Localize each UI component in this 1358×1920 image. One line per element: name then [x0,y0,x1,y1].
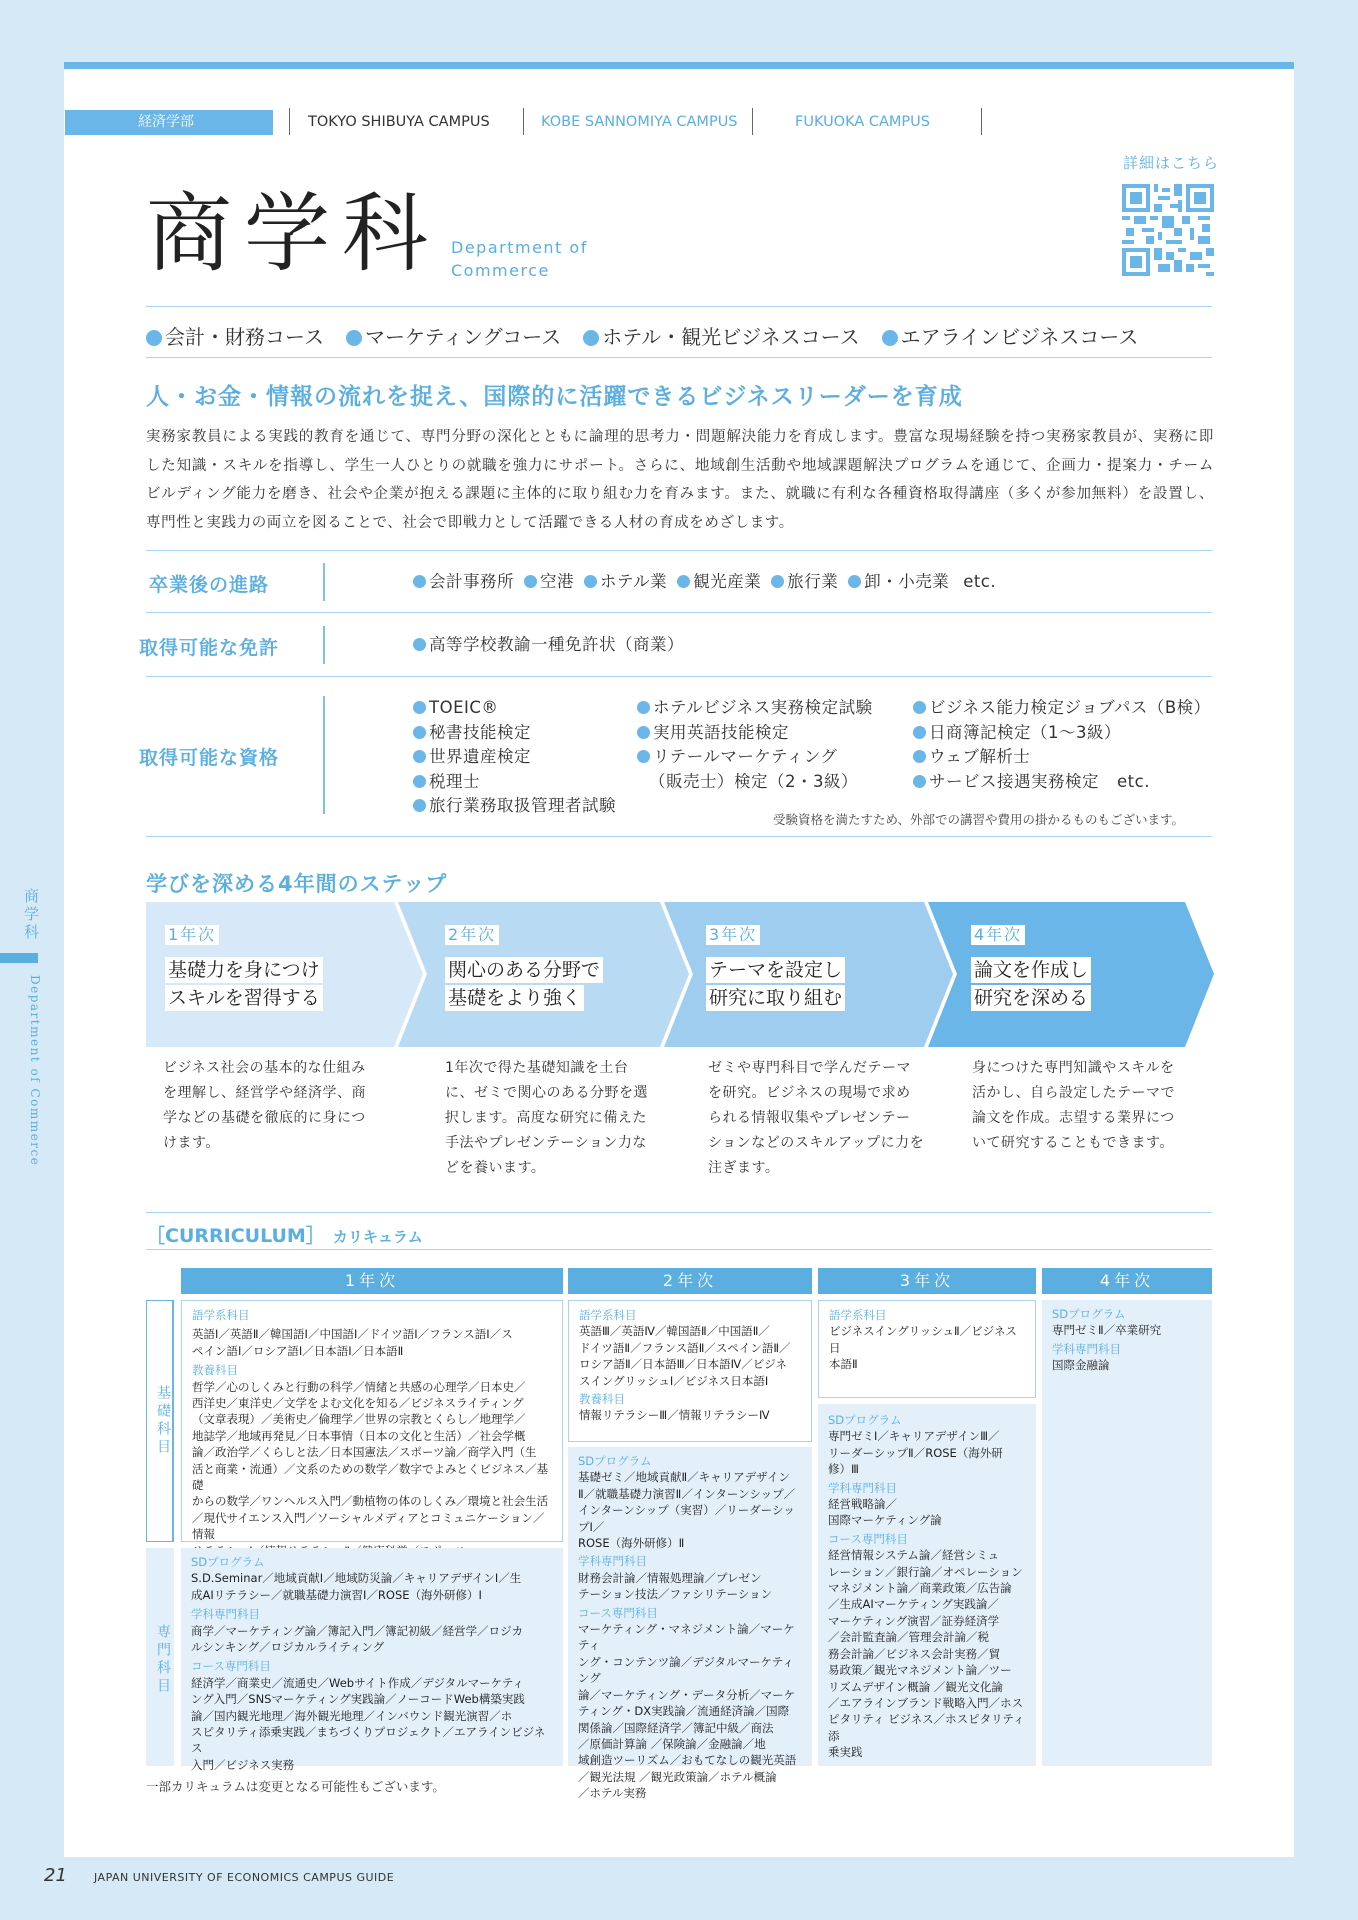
careers-label: 卒業後の進路 [148,574,269,596]
detail-link[interactable]: 詳細はこちら [1123,154,1220,172]
licenses-label: 取得可能な免許 [138,637,279,659]
step-2-desc: 1年次で得た基礎知識を土台 に、ゼミで関心のある分野を選 択します。高度な研究に備えた 手法やプレゼンテーション力な どを養います。 [445,1060,648,1176]
row-label-spec-text: 専門科目 [155,1624,171,1696]
campus-fukuoka[interactable]: FUKUOKA CAMPUS [795,114,930,130]
y3-spec-cell: SDプログラム 専門ゼミⅠ／キャリアデザインⅢ／ リーダーシップⅡ／ROSE（海外研 修）Ⅲ 学科専門科目 経営戦略論／ 国際マーケティング論 コース専門科目 経営情報システム論／経営シミュ レーション／銀行論／オペレーション マネジメント論／商業政策／広告論 ／生成AIマーケティング実践論／ マーケティング演習／証券経済学 ／会計監査論／管理会計論／税 務会計論／ビジネス会計実務／貿 易政策／観光マネジメント論／ツー リズムデザイン概論 ／観光文化論 ／エアラインブランド戦略入門／ホス ピタリティ ビジネス／ホスピタリティ添 乗実践 [818,1404,1036,1766]
dept-tag: 経済学部 [65,110,273,135]
y2-spec-cell: SDプログラム 基礎ゼミ／地域貢献Ⅱ／キャリアデザイン Ⅱ／就職基礎力演習Ⅱ／インターンシップ／ インターンシップ（実習）／リーダーシップⅠ／ ROSE（海外研修）Ⅱ 学科専門科目 財務会計論／情報処理論／プレゼン テーション技法／ファシリテーション コース専門科目 マーケティング・マネジメント論／マーケティ ング・コンテンツ論／デジタルマーケティング 論／マーケティング・データ分析／マーケ ティング・DX実践論／流通経済論／国際 関係論／国際経済学／簿記中級／商法 ／原価計算論 ／保険論／金融論／地 域創造ツーリズム／おもてなしの観光英語 ／観光法規 ／観光政策論／ホテル概論 ／ホテル実務 [568,1447,812,1766]
y3-basic-cell: 語学系科目 ビジネスイングリッシュⅡ／ビジネス日 本語Ⅱ [818,1300,1036,1398]
page-title: 商学科 [146,184,440,284]
curriculum-note: 一部カリキュラムは変更となる可能性もございます。 [146,1779,445,1794]
year-header-1: 1年次 [181,1268,563,1294]
page-number: 21 [44,1865,67,1886]
campus-tokyo[interactable]: TOKYO SHIBUYA CAMPUS [308,114,490,130]
careers-list: 会計事務所 空港 ホテル業 観光産業 旅行業 卸・小売業 etc. [413,570,996,595]
y1-spec-cell: SDプログラム S.D.Seminar／地域貢献Ⅰ／地域防災論／キャリアデザインⅠ／生 成AIリテラシー／就職基礎力演習Ⅰ／ROSE（海外研修）Ⅰ 学科専門科目 商学／マーケティング論／簿記入門／簿記初級／経営学／ロジカ ルシンキング／ロジカルライティング コース専門科目 経済学／商業史／流通史／Webサイト作成／デジタルマーケティ ング入門／SNSマーケティング実践論／ノーコードWeb構築実践 論／国内観光地理／海外観光地理／インバウンド観光演習／ホ スピタリティ添乗実践／まちづくりプロジェクト／エアラインビジネス 入門／ビジネス実務 [181,1548,563,1766]
qualifications-label: 取得可能な資格 [138,747,279,769]
qual-col-2: ホテルビジネス実務検定試験 実用英語技能検定 リテールマーケティング （販売士）検定（2・3級） [637,696,873,794]
intro-text: 実務家教員による実践的教育を通じて、専門分野の深化とともに論理的思考力・問題解決能力を育成します。豊富な現場経験を持つ実務家教員が、実務に即した知識・スキルを指導し、学生一人ひとりの就職を強力にサポート。さらに、地域創生活動や地域課題解決プログラムを通じて、企画力・提案力・チームビルディング能力を磨き、社会や企業が抱える課題に主体的に取り組む力を育みます。また、就職に有利な各種資格取得講座（多くが参加無料）を設置し、専門性と実践力の両立を図ることで、社会で即戦力として活躍できる人材の育成をめざします。 [146,429,1214,531]
qr-code-icon[interactable] [1122,184,1214,276]
footer-guide: JAPAN UNIVERSITY OF ECONOMICS CAMPUS GUIDE [94,1871,395,1884]
course-list [146,321,1160,350]
y2-basic-cell: 語学系科目 英語Ⅲ／英語Ⅳ／韓国語Ⅱ／中国語Ⅱ／ ドイツ語Ⅱ／フランス語Ⅱ／スペイン語Ⅱ／ ロシア語Ⅱ／日本語Ⅲ／日本語Ⅳ／ビジネ スイングリッシュⅠ／ビジネス日本語Ⅰ 教養科目 情報リテラシーⅢ／情報リテラシーⅣ [568,1300,812,1442]
side-accent-bar [0,953,38,963]
course-item: ホテル・観光ビジネスコース [583,325,859,349]
y4-cell: SDプログラム 専門ゼミⅡ／卒業研究 学科専門科目 国際金融論 [1042,1300,1212,1766]
step-3-desc: ゼミや専門科目で学んだテーマ を研究。ビジネスの現場で求め られる情報収集やプレゼンテー ションなどのスキルアップに力を 注ぎます。 [708,1060,925,1176]
course-item: エアラインビジネスコース [882,325,1139,349]
licenses-list: 高等学校教諭一種免許状（商業） [413,633,684,658]
step-3: 3年次 テーマを設定し 研究に取り組む [706,925,845,1011]
step-1-desc: ビジネス社会の基本的な仕組み を理解し、経営学や経済学、商 学などの基礎を徹底的に身につ けます。 [163,1060,366,1151]
course-item: マーケティングコース [346,325,561,349]
year-header-4: 4年次 [1042,1268,1212,1294]
page-title-en: Department of Commerce [451,238,588,280]
steps-heading: 学びを深める4年間のステップ [146,872,448,896]
step-2: 2年次 関心のある分野で 基礎をより強く [445,925,603,1011]
side-subtitle: Department of Commerce [28,975,42,1167]
row-label-basic-text: 基礎科目 [155,1385,171,1457]
step-4-desc: 身につけた専門知識やスキルを 活かし、自ら設定したテーマで 論文を作成。志望する業界につ いて研究することもできます。 [972,1060,1175,1151]
lead-heading: 人・お金・情報の流れを捉え、国際的に活躍できるビジネスリーダーを育成 [146,384,963,410]
step-1: 1年次 基礎力を身につけ スキルを習得する [165,925,323,1011]
year-header-2: 2年次 [568,1268,812,1294]
qual-col-1: TOEIC® 秘書技能検定 世界遺産検定 税理士 旅行業務取扱管理者試験 [413,696,616,819]
year-header-3: 3年次 [818,1268,1036,1294]
qual-note: 受験資格を満たすため、外部での講習や費用の掛かるものもございます。 [773,812,1185,827]
step-4: 4年次 論文を作成し 研究を深める [971,925,1091,1011]
course-item: 会計・財務コース [146,325,324,349]
campus-kobe[interactable]: KOBE SANNOMIYA CAMPUS [541,114,738,130]
curriculum-heading: ［CURRICULUM］ カリキュラム [146,1225,423,1247]
y1-basic-cell: 語学系科目 英語Ⅰ／英語Ⅱ／韓国語Ⅰ／中国語Ⅰ／ドイツ語Ⅰ／フランス語Ⅰ／ス ペイン語Ⅰ／ロシア語Ⅰ／日本語Ⅰ／日本語Ⅱ 教養科目 哲学／心のしくみと行動の科学／情緒と共感の心理学／日本史／ 西洋史／東洋史／文学をよむ文化を知る／ビジネスライティング （文章表現）／美術史／倫理学／世界の宗教とくらし／地理学／ 地誌学／地域再発見／日本事情（日本の文化と生活）／社会学概 論／政治学／くらしと法／日本国憲法／スポーツ論／商学入門（生 活と商業・流通）／文系のための数学／数字でよみとくビジネス／基礎 からの数学／ワンヘルス入門／動植物の体のしくみ／環境と社会生活 ／現代サイエンス入門／ソーシャルメディアとコミュニケーション／情報 [181,1300,563,1542]
side-title: 商学科 [22,888,40,942]
qual-col-3: ビジネス能力検定ジョブパス（B検） 日商簿記検定（1～3級） ウェブ解析士 サービス接遇実務検定 etc. [913,696,1211,794]
